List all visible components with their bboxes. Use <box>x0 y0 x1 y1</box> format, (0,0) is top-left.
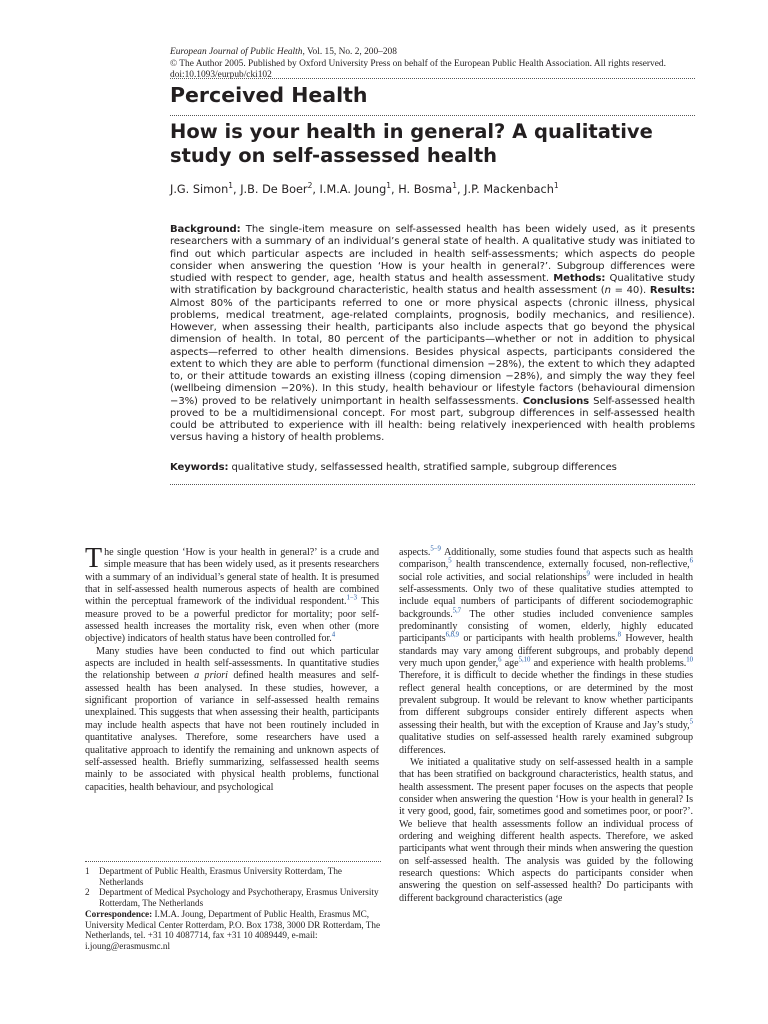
author: J.G. Simon <box>170 182 229 196</box>
author: I.M.A. Joung <box>319 182 387 196</box>
body-text: and experience with health problems. <box>530 658 687 670</box>
author: J.B. De Boer <box>240 182 308 196</box>
reference-link[interactable]: 6,8,9 <box>445 632 459 640</box>
copyright-notice: © The Author 2005. Published by Oxford University Press on behalf of the European Public Health Association. All rights reserved. <box>170 58 666 69</box>
doi: doi:10.1093/eurpub/cki102 <box>170 70 272 80</box>
article-title <box>170 120 700 168</box>
correspondence-text: I.M.A. Joung, Department of Public Health, Erasmus MC, University Medical Center Rotterdam, P.O. Box 1738, 3000 DR Rotterdam, The Netherlands, tel. +31 10 4087714, fax +31 10 4089449, e-mail: i.joung@erasmusmc.nl <box>85 909 381 951</box>
keywords-text: qualitative study, selfassessed health, stratified sample, subgroup differences <box>228 462 617 473</box>
journal-citation <box>170 47 700 59</box>
reference-link[interactable]: 9 <box>586 570 590 578</box>
reference-link[interactable]: 5−9 <box>430 545 441 553</box>
footnote-number: 1 <box>85 866 90 876</box>
journal-volume: , Vol. 15, No. 2, 200–208 <box>302 47 397 57</box>
body-text-italic: a priori <box>194 670 228 682</box>
body-text: This measure proved to be a powerful predictor for mortality; poor self-assessed health increases the mortality risk, even when other (more objective) indicators of health status have been controlled for. <box>85 596 380 645</box>
reference-link[interactable]: 5,7 <box>452 607 462 615</box>
abstract-background-label: Background: <box>170 224 241 235</box>
journal-name: European Journal of Public Health <box>170 47 303 57</box>
body-text: were included in health self-assessments. Only two of these qualitative studies attempted to include equal numbers of participants of different sociodemographic backgrounds. <box>399 571 693 620</box>
reference-link[interactable]: 10 <box>686 656 693 664</box>
reference-link[interactable]: 1−3 <box>346 595 358 602</box>
drop-cap: T <box>85 543 103 574</box>
body-text: Therefore, it is difficult to decide whether the findings in these studies reflect general health conceptions, or are determined by the most prevalent subgroup. It would be relevant to know whether participants from different subgroups consider entirely different aspects when assessing their health, but with the exception of Krause and Jay’s study, <box>399 670 693 731</box>
abstract-results: Almost 80% of the participants referred to one or more physical aspects (chronic illness, physical problems, medical treatment, age-related complaints, prognosis, bodily mechanics, and resilience). However, when assessing their health, participants also include aspects that go beyond the physical dimension of health. In total, 80 percent of the participants—whether or not in addition to physical aspects—referred to other health dimensions. Besides physical aspects, participants considered the extent to which they are able to perform (functional dimension −28%), the extent to which they adapted to, or their attitude towards an existing illness (coping dimension −28%), and simply the way they feel (wellbeing dimension −20%). In this study, health behaviour or lifestyle factors (behavioural dimension −3%) proved to be relatively unimportant in health selfassessments. <box>170 297 695 407</box>
section-label: Perceived Health <box>170 83 368 107</box>
reference-link[interactable]: 4 <box>331 632 336 640</box>
body-text: qualitative studies on self-assessed health rarely examined subgroup differences. <box>399 732 693 756</box>
reference-link[interactable]: 6 <box>689 557 693 565</box>
reference-link[interactable]: 5 <box>689 718 693 726</box>
body-paragraph <box>85 646 379 794</box>
title-line-1: How is your health in general? A qualitative <box>170 120 653 143</box>
title-line-2: study on self-assessed health <box>170 144 498 167</box>
author-affiliation: 1 <box>386 181 392 190</box>
keywords-label: Keywords: <box>170 462 229 473</box>
correspondence <box>85 909 381 951</box>
footnote <box>85 866 381 887</box>
body-text: or participants with health problems. <box>459 633 618 645</box>
correspondence-label: Correspondence: <box>85 909 153 919</box>
body-text: However, health standards may vary among different subgroups, and probably depend very much upon gender, <box>399 633 693 670</box>
divider-bottom <box>170 484 695 485</box>
abstract <box>170 224 695 445</box>
author-affiliation: 1 <box>228 181 234 190</box>
divider-top <box>170 78 695 79</box>
body-text: health transcendence, externally focused, non-reflective, <box>451 559 690 571</box>
footnote <box>85 887 381 908</box>
body-text: age <box>501 658 519 670</box>
body-text: Additionally, some studies found that aspects such as health comparison, <box>399 547 693 571</box>
abstract-methods-label: Methods: <box>553 273 606 284</box>
abstract-conclusions: Self-assessed health proved to be a multidimensional concept. For most part, subgroup differences in self-assessed health could be attributed to experience with ill health: being relatively inexperienced with health problems versus having a history of health problems. <box>170 395 695 444</box>
body-paragraph <box>399 547 693 757</box>
footnote-text: Department of Public Health, Erasmus University Rotterdam, The Netherlands <box>99 866 342 887</box>
author-affiliation: 1 <box>452 181 457 190</box>
body-text: defined health measures and self-assessed health has been analysed. In these studies, however, a significant proportion of variance in self-assessed health remains unexplained. This suggests that when assessing their health, participants may include health aspects that have not been routinely included in quantitative analyses. Therefore, some researchers have used a qualitative approach to identify the remaining and unknown aspects of self-assessed health. Briefly summarizing, selfassessed health seems mainly to be associated with physical health problems, functional capacities, health behaviour, and psychological <box>85 670 379 793</box>
footnotes <box>85 866 381 951</box>
reference-link[interactable]: 6 <box>498 656 502 664</box>
body-text: The other studies included convenience samples predominantly consisting of women, elderly, highly educated participants <box>399 608 693 645</box>
abstract-methods-n: = 40). <box>610 285 650 297</box>
abstract-background: The single-item measure on self-assessed health has been widely used, as it presents researchers with a summary of an individual’s general state of health. A qualitative study was initiated to find out which particular aspects are included in health self-assessments; which aspects do people consider when answering the question ‘How is your health in general?’. Subgroup differences were studied with respect to gender, age, health status and health assessment. <box>170 224 695 284</box>
body-column-right <box>399 547 693 905</box>
body-text: aspects. <box>399 547 431 558</box>
author: J.P. Mackenbach <box>464 182 554 196</box>
footnote-text: Department of Medical Psychology and Psychotherapy, Erasmus University Rotterdam, The Netherlands <box>99 887 379 908</box>
body-paragraph: We initiated a qualitative study on self-assessed health in a sample that has been stratified on background characteristics, health status, and health assessment. The present paper focuses on the aspects that people consider when answering the question ‘How is your health in general? Is it very good, good, fair, sometimes good and sometimes poor, or poor?’. We believe that health assessments follow an individual process of ordering and weighing different health aspects. Therefore, we asked participants what went through their minds when answering the question on self-assessed health. The analysis was guided by the following research questions: Which aspects do participants consider when answering the question on self-assessed health? Do participants with different background characteristics (age <box>399 756 693 904</box>
author: H. Bosma <box>398 182 453 196</box>
divider-title <box>170 115 695 116</box>
abstract-methods: Qualitative study with stratification by background characteristic, health status and health assessment ( <box>170 273 695 297</box>
author-list: J.G. Simon$^1$, J.B. De Boer$^2$, I.M.A. Joung$^1$, H. Bosma$^1$, J.P. Mackenbach$^1$ <box>170 181 559 196</box>
journal-header <box>170 47 700 82</box>
body-text: he single question ‘How is your health in general?’ is a crude and simple measure that has been widely used, as it presents researchers with a summary of an individual’s general state of health. It is presumed that in self-assessed health numerous aspects of health are combined within the perceptual framework of the individual respondent. <box>85 547 379 608</box>
author-affiliation: 2 <box>307 181 313 190</box>
footnote-divider <box>85 861 381 862</box>
reference-link[interactable]: 8 <box>617 632 622 640</box>
body-column-left <box>85 543 380 794</box>
reference-link[interactable]: 5,10 <box>518 656 531 664</box>
abstract-n: n <box>604 285 611 297</box>
abstract-results-label: Results: <box>649 285 695 297</box>
abstract-conclusions-label: Conclusions <box>522 395 590 407</box>
reference-link[interactable]: 5 <box>448 557 452 565</box>
body-text: Many studies have been conducted to find out which particular aspects are included in health self-assessments. In quantitative studies the relationship between <box>85 645 379 682</box>
body-paragraph <box>85 543 380 646</box>
footnote-number: 2 <box>85 887 90 897</box>
body-text: social role activities, and social relationships <box>399 571 587 583</box>
keywords <box>170 462 695 473</box>
author-affiliation: 1 <box>553 181 559 190</box>
